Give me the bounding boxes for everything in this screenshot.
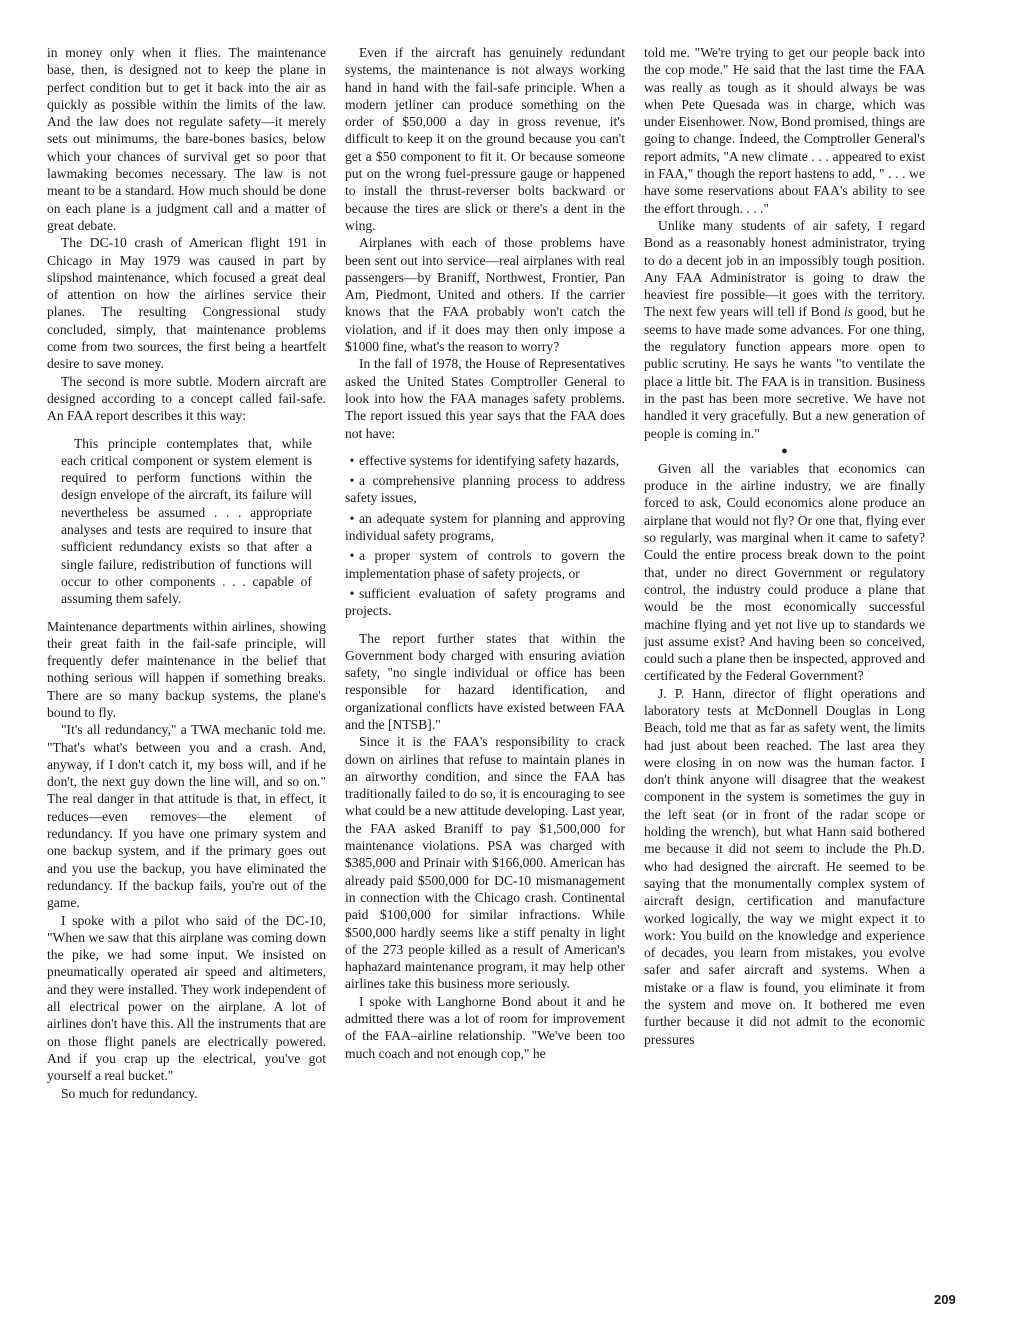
list-item: • effective systems for identifying safety hazards, — [345, 452, 625, 469]
paragraph: The second is more subtle. Modern aircraft are designed according to a concept called fail-safe. An FAA report describes it this way: — [47, 373, 326, 424]
list-item: • a comprehensive planning process to address safety issues, — [345, 473, 625, 506]
paragraph: Airplanes with each of those problems have been sent out into service—real airplanes with real passengers—by Braniff, Northwest, Frontier, Pan Am, Piedmont, United and others. If the carrier knows that the FAA probably won't catch the violation, and if it does may then only impose a $1000 fine, what's the reason to worry? — [345, 235, 625, 355]
paragraph: So much for redundancy. — [61, 1085, 198, 1101]
quote-text: This principle contemplates that, while each critical component or system element is required to perform functions within the design envelope of the aircraft, its failure will nevertheless be assumed . . . appropriate analyses and tests are required to insure that sufficient redundancy exists so that after a single failure, redistribution of functions will occur to other components . . . capable of assuming them safely. — [61, 435, 312, 607]
bullet-icon: • — [349, 548, 355, 564]
paragraph: Since it is the FAA's responsibility to crack down on airlines that refuse to maintain planes in an airworthy condition, and since the FAA has traditionally failed to do so, it is encouraging to see what could be a new attitude developing. Last year, the FAA asked Braniff to pay $1,500,000 for maintenance violations. PSA was charged with $385,000 and Prinair with $166,000. American has already paid $500,000 for DC-10 mismanagement in connection with the Chicago crash. Continental paid $100,000 for similar infractions. While $500,000 hardly seems like a stiff penalty in light of the 273 people killed as a result of American's haphazard maintenance program, it may help other airlines take this business more seriously. — [345, 734, 625, 992]
list-item: • an adequate system for planning and approving individual safety programs, — [345, 510, 625, 544]
text-column-1 — [47, 44, 326, 1102]
paragraph: The DC-10 crash of American flight 191 in Chicago in May 1979 was caused in part by slipshod maintenance, which focused a great deal of attention on how the airlines service their planes. The resulting Congressional study concluded, simply, that maintenance problems come from two sources, the first being a heartfelt desire to save money. — [47, 235, 326, 372]
page-number: 209 — [934, 1292, 956, 1307]
bullet-icon: • — [349, 585, 355, 601]
bullet-icon: • — [349, 452, 355, 468]
paragraph: Given all the variables that economics can produce in the airline industry, we are finally forced to ask, Could economics alone produce an airplane that would not fly? Or one that, flying ever so regularly, was marginal when it came to safety? Could the entire process break down to the point that, under no direct Government or regulatory control, the industry could produce a plane that would be the most economically successful machine flying and yet not live up to standards we just assume exist? And having been so conceived, could such a plane then be inspected, approved and certificated by the Federal Government? — [644, 460, 925, 684]
paragraph: The report further states that within the Government body charged with ensuring aviation safety, "no single individual or office has been responsible for hazard identification, and organizational conflicts have existed between FAA and the [NTSB]." — [345, 630, 625, 732]
block-quote — [61, 435, 312, 608]
paragraph: In the fall of 1978, the House of Representatives asked the United States Comptroller General to look into how the FAA manages safety problems. The report issued this year says that the FAA does not have: — [345, 356, 625, 441]
paragraph: Unlike many students of air safety, I regard Bond as a reasonably honest administrator, trying to do a decent job in an impossibly tough position. Any FAA Administrator is going to draw the heaviest fire possible—it goes with the territory. The next few years will tell if Bond is good, but he seems to have made some advances. For one thing, the regulatory function appears more open to public scrutiny. He says he wants "to ventilate the place a little bit. The FAA is in transition. Business in the past has been more secretive. We have not handled it very gracefully. But a new generation of people is coming in." — [644, 217, 925, 441]
paragraph: I spoke with a pilot who said of the DC-10, "When we saw that this airplane was coming down the pike, we had some input. We insisted on pneumatically operated air speed and altimeters, and they were installed. They work independent of all electrical power on the airplane. A lot of airlines don't have this. All the instruments that are on those flight panels are electrically powered. And if you crap up the electrical, you've got yourself a real bucket." — [47, 912, 326, 1084]
paragraph: I spoke with Langhorne Bond about it and he admitted there was a lot of room for improvement of the FAA–airline relationship. "We've been too much coach and not enough cop," he — [345, 993, 625, 1061]
list-item: • sufficient evaluation of safety programs and projects. — [345, 585, 625, 619]
paragraph: in money only when it flies. The maintenance base, then, is designed not to keep the plane in perfect condition but to get it back into the air as quickly as possible within the limits of the law. And the law does not regulate safety—it merely sets out minimums, the bare-bones basics, below which your chances of survival get so poor that lawmaking becomes necessary. The law is not meant to be a standard. How much should be done on each plane is a judgment call and a matter of great debate. — [47, 45, 326, 233]
list-item: • a proper system of controls to govern the implementation phase of safety projects, or — [345, 548, 625, 581]
paragraph: told me. "We're trying to get our people back into the cop mode." He said that the last time the FAA was really as tough as it should always be was when Pete Quesada was in charge, which was under Eisenhower. Now, Bond promised, things are going to change. Indeed, the Comptroller General's report admits, "A new climate . . . appeared to exist in FAA," though the report hastens to add, " . . . we have some reservations about FAA's ability to see the effort through. . . ." — [644, 45, 925, 216]
bullet-icon: • — [349, 473, 355, 489]
paragraph: Maintenance departments within airlines, showing their great faith in the fail-safe principle, will frequently defer maintenance in the belief that nothing serious will happen if something breaks. There are so many backup systems, the plane's bound to fly. — [47, 618, 326, 720]
bullet-icon: • — [349, 510, 355, 526]
text-column-3 — [644, 44, 925, 1048]
bullet-list — [345, 452, 625, 620]
paragraph: "It's all redundancy," a TWA mechanic told me. "That's what's between you and a crash. And, anyway, if I don't catch it, my boss will, and if he don't, the next guy down the line will, and so on." The real danger in that attitude is that, in effect, it reduces—even removes—the element of redundancy. If you have one primary system and one backup system, and if the primary goes out and you use the backup, you have eliminated the redundancy. If the backup fails, you're out of the game. — [47, 722, 326, 911]
text-column-2 — [345, 44, 625, 1062]
paragraph: Even if the aircraft has genuinely redundant systems, the maintenance is not always working hand in hand with the fail-safe principle. When a modern jetliner can produce something on the order of $50,000 a day in gross revenue, it's difficult to keep it on the ground because you can't get a $50 component to fit it. Or because someone put on the wrong fuel-pressure gauge or happened to install the thrust-reverser bolts backward or because the tires are slick or there's a dent in the wing. — [345, 45, 625, 233]
section-divider-icon: ● — [781, 444, 788, 457]
paragraph: J. P. Hann, director of flight operations and laboratory tests at McDonnell Douglas in Long Beach, told me that as far as safety went, the limits had just about been reached. The last area they were closing in on now was the human factor. I don't think anyone will disagree that the weakest component in the system is sometimes the guy in the left seat (or in front of the radar scope or holding the wrench), but what Hann said bothered me because it did not seem to include the Ph.D. who had designed the aircraft. He seemed to be saying that the monumentally complex system of aircraft design, certification and manufacture worked logically, the way we might expect it to work: You build on the knowledge and experience of decades, you learn from mistakes, you evolve safer and safer aircraft and systems. When a mistake or a flaw is found, you eliminate it from the system and move on. It bothered me even further because it did not admit to the economic pressures — [644, 685, 925, 1047]
